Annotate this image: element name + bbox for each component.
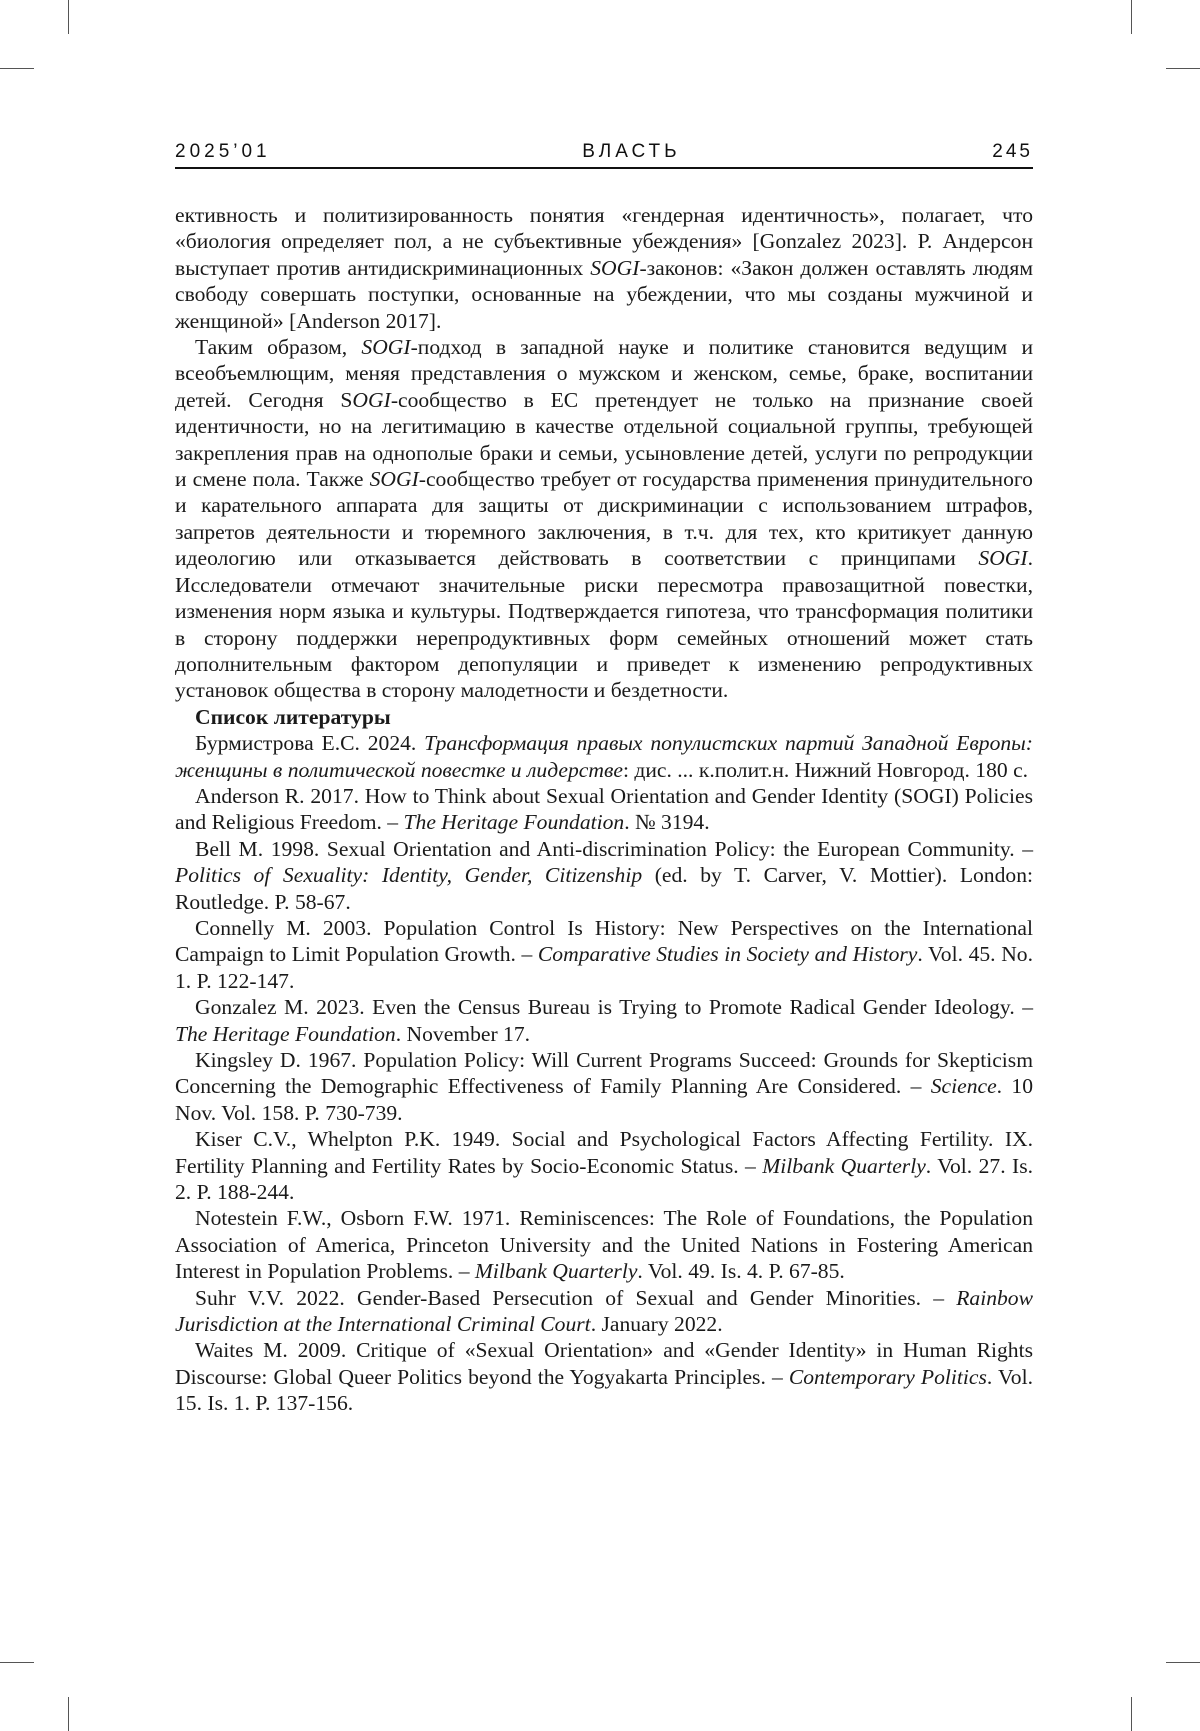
- journal-title: ВЛАСТЬ: [582, 141, 681, 162]
- text-run: Notestein F.W., Osborn F.W. 1971. Reminiscences: The Role of Foundations, the Population Association of America, Princeton University and the United Nations in Fostering American Interest in Population Problems. –: [175, 1206, 1033, 1284]
- text-run: Таким образом,: [195, 335, 362, 360]
- text-run: -законов: «Закон должен оставлять людям свободу совершать поступки, основанные на убеждении, что мы созданы мужчиной и женщиной» [Anderson 2017].: [175, 255, 1033, 333]
- references-list: [175, 730, 1033, 1417]
- text-run: -сообщество требует от государства применения принудительного и карательного аппарата для защиты от дискриминации с использованием штрафов, запретов деятельности и тюремного заключения, в т.ч. для тех, кто критикует данную идеологию или отказывается действовать в соответствии с принципами: [175, 467, 1033, 571]
- crop-mark-top-left: [68, 0, 69, 34]
- reference-entry: [175, 1047, 1033, 1126]
- text-run: Kingsley D. 1967. Population Policy: Will Current Programs Succeed: Grounds for Skepticism Concerning the Demographic Effectiveness of Family Planning Are Considered. –: [175, 1048, 1033, 1099]
- italic-run: Трансформация правых популистских партий Западной Европы: женщины в политической повестке и лидерстве: [175, 731, 1033, 782]
- references-title: Список литературы: [195, 704, 391, 729]
- italic-run: Rainbow Jurisdiction at the International Criminal Court: [175, 1285, 1033, 1337]
- text-run: . November 17.: [395, 1021, 531, 1046]
- text-run: Connelly M. 2003. Population Control Is History: New Perspectives on the International Campaign to Limit Population Growth. –: [175, 915, 1033, 967]
- text-run: . Vol. 15. Is. 1. P. 137-156.: [175, 1364, 1033, 1416]
- crop-mark-bottom-left-h: [0, 1662, 34, 1663]
- italic-run: Milbank Quarterly: [762, 1153, 926, 1178]
- body-paragraph: [175, 202, 1033, 334]
- body-paragraph: [175, 334, 1033, 704]
- italic-run: The Heritage Foundation: [403, 810, 625, 835]
- reference-entry: [175, 1337, 1033, 1416]
- text-run: . Исследователи отмечают значительные риски пересмотра правозащитной повестки, изменения норм языка и культуры. Подтверждается гипотеза, что трансформация политики в сторону поддержки нерепродуктивных форм семейных отношений может стать дополнительным фактором депопуляции и приведет к изменению репродуктивных установок общества в сторону малодетности и бездетности.: [175, 546, 1033, 703]
- italic-run: OGI: [352, 387, 391, 412]
- crop-mark-top-left-h: [0, 68, 34, 69]
- reference-entry: [175, 1285, 1033, 1338]
- text-run: . Vol. 49. Is. 4. P. 67-85.: [637, 1259, 845, 1284]
- crop-mark-bottom-left: [68, 1697, 69, 1731]
- text-run: : дис. ... к.полит.н. Нижний Новгород. 180 с.: [622, 757, 1029, 782]
- crop-mark-bottom-right-h: [1166, 1662, 1200, 1663]
- paragraphs: [175, 202, 1033, 704]
- reference-entry: [175, 1205, 1033, 1284]
- italic-run: Comparative Studies in Society and History: [537, 942, 918, 967]
- text-run: -сообщество в ЕС претендует не только на признание своей идентичности, но на легитимацию в качестве отдельной социальной группы, требующей закрепления прав на однополые браки и семьи, усыновление детей, услуги по репродукции и смене пола. Также: [175, 387, 1034, 492]
- text-run: . January 2022.: [590, 1312, 723, 1337]
- crop-mark-top-right: [1131, 0, 1132, 34]
- italic-run: SOGI: [978, 546, 1028, 571]
- italic-run: SOGI: [361, 335, 411, 360]
- italic-run: Milbank Quarterly: [474, 1259, 638, 1284]
- page-number: 245: [992, 141, 1033, 162]
- text-run: . Vol. 27. Is. 2. P. 188-244.: [175, 1153, 1033, 1205]
- italic-run: The Heritage Foundation: [175, 1021, 396, 1046]
- text-run: Бурмистрова Е.С. 2024.: [195, 731, 425, 756]
- article-body: [175, 202, 1033, 1417]
- text-run: Bell M. 1998. Sexual Orientation and Anti-discrimination Policy: the European Community. –: [195, 836, 1033, 861]
- reference-entry: [175, 915, 1033, 994]
- italic-run: Contemporary Politics: [788, 1364, 987, 1389]
- text-run: Gonzalez M. 2023. Even the Census Bureau is Trying to Promote Radical Gender Ideology. –: [195, 995, 1033, 1020]
- text-run: Suhr V.V. 2022. Gender-Based Persecution of Sexual and Gender Minorities. –: [195, 1285, 957, 1310]
- issue-number: 2025’01: [175, 141, 271, 162]
- running-header: [175, 141, 1033, 169]
- italic-run: SOGI: [590, 255, 640, 280]
- reference-entry: [175, 783, 1033, 836]
- text-run: Waites M. 2009. Critique of «Sexual Orientation» and «Gender Identity» in Human Rights Discourse: Global Queer Politics beyond the Yogyakarta Principles. –: [175, 1338, 1033, 1389]
- text-run: Anderson R. 2017. How to Think about Sexual Orientation and Gender Identity (SOGI) Policies and Religious Freedom. –: [175, 783, 1033, 835]
- text-run: ективность и политизированность понятия «гендерная идентичность», полагает, что «биология определяет пол, а не субъективные убеждения» [Gonzalez 2023]. Р. Андерсон выступает против антидискриминационных: [175, 203, 1033, 280]
- text-run: Kiser C.V., Whelpton P.K. 1949. Social and Psychological Factors Affecting Fertility. IX. Fertility Planning and Fertility Rates by Socio-Economic Status. –: [175, 1127, 1033, 1178]
- reference-entry: [175, 994, 1033, 1047]
- reference-entry: [175, 730, 1033, 783]
- reference-entry: [175, 836, 1033, 915]
- italic-run: Science: [930, 1074, 997, 1099]
- text-run: (ed. by T. Carver, V. Mottier). London: Routledge. P. 58-67.: [175, 863, 1033, 914]
- text-run: . 10 Nov. Vol. 158. P. 730-739.: [175, 1074, 1034, 1125]
- reference-entry: [175, 1126, 1033, 1205]
- crop-mark-top-right-h: [1166, 68, 1200, 69]
- italic-run: SOGI: [369, 467, 419, 492]
- italic-run: Politics of Sexuality: Identity, Gender, Citizenship: [175, 863, 643, 888]
- text-run: -подход в западной науке и политике становится ведущим и всеобъемлющим, меняя представления о мужском и женском, семье, браке, воспитании детей. Сегодня S: [175, 335, 1033, 412]
- text-run: . Vol. 45. No. 1. P. 122-147.: [175, 942, 1033, 993]
- crop-mark-bottom-right: [1131, 1697, 1132, 1731]
- text-run: . № 3194.: [624, 810, 710, 835]
